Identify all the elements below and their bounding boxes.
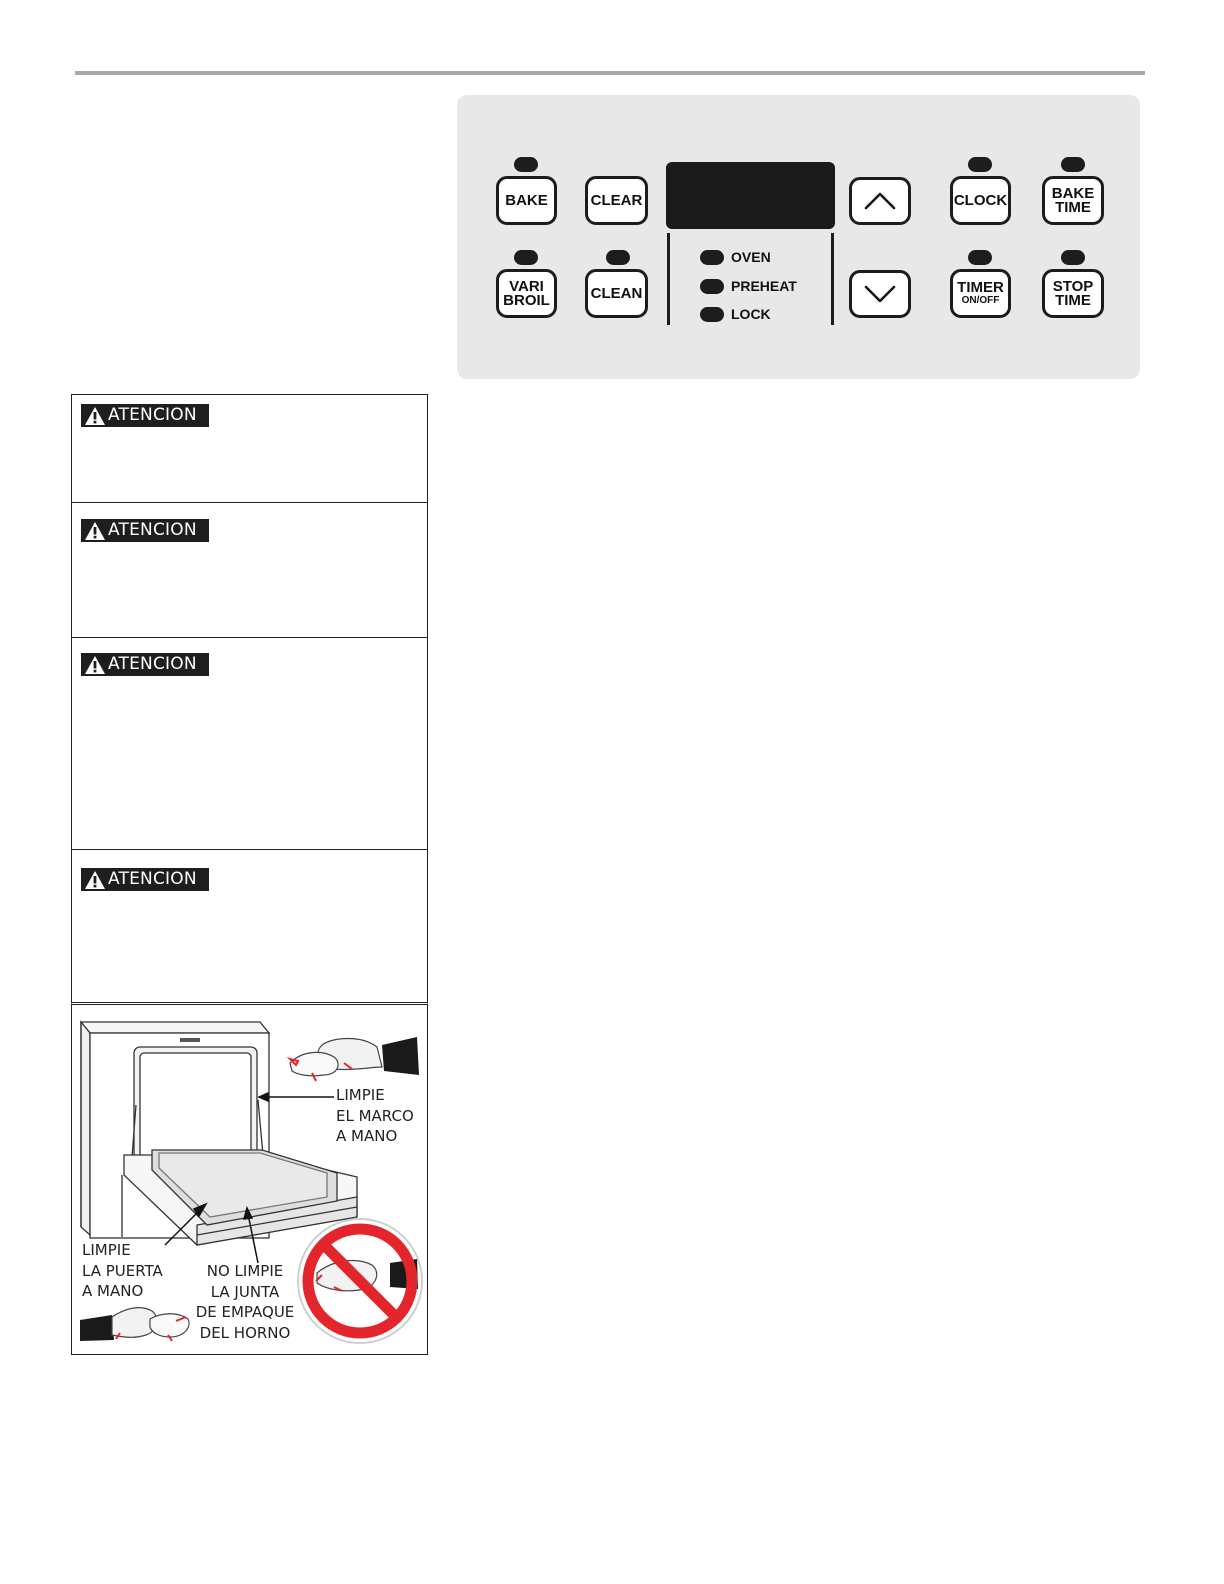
clean-indicator-led [606, 250, 630, 265]
status-divider-left [667, 233, 670, 325]
stop-label: STOP [1052, 277, 1094, 295]
bake-time-button[interactable] [1042, 176, 1104, 225]
lock-status-led [700, 307, 724, 322]
warning-triangle-icon [84, 655, 106, 675]
warning-triangle-icon [84, 521, 106, 541]
door-label-line: LA PUERTA [82, 1261, 163, 1280]
lock-status-label: LOCK [731, 306, 771, 322]
up-arrow-button[interactable] [849, 177, 911, 225]
warning-title: ATENCION [108, 654, 197, 674]
vari-broil-button[interactable] [496, 269, 557, 318]
door-label-line: A MANO [82, 1282, 144, 1300]
hand-cleaning-door [80, 1308, 189, 1341]
timer-label: TIMER [957, 278, 1004, 296]
stop-time-indicator-led [1061, 250, 1085, 265]
warning-triangle-icon [84, 870, 106, 890]
chevron-down-icon [863, 284, 897, 304]
preheat-status-led [700, 279, 724, 294]
preheat-status-label: PREHEAT [731, 278, 797, 294]
down-arrow-button[interactable] [849, 270, 911, 318]
oven-status-label: OVEN [731, 249, 771, 265]
frame-label-line: A MANO [336, 1127, 398, 1145]
gasket-label-line: NO LIMPIE [206, 1262, 284, 1280]
warning-badge [81, 653, 209, 676]
gasket-label-line: DE EMPAQUE [195, 1303, 295, 1321]
warning-box-4 [71, 849, 428, 1002]
timer-on-off-label: ON/OFF [961, 294, 1000, 306]
gasket-label-line: DEL HORNO [199, 1323, 291, 1342]
timer-on-off-button[interactable] [950, 269, 1011, 318]
stop-time-button[interactable] [1042, 269, 1104, 318]
status-divider-right [831, 233, 834, 325]
clock-button[interactable] [950, 176, 1011, 225]
bake-label: BAKE [505, 191, 548, 209]
gasket-label-line: LA JUNTA [210, 1282, 280, 1301]
warning-box-1 [71, 394, 428, 502]
frame-label [336, 1085, 414, 1147]
bake-time-label-top: BAKE [1051, 184, 1095, 202]
broil-label: BROIL [503, 291, 550, 309]
clean-label: CLEAN [590, 284, 643, 302]
clock-indicator-led [968, 157, 992, 172]
hand-cleaning-frame [290, 1037, 419, 1081]
prohibited-sign-icon [298, 1219, 422, 1343]
timer-indicator-led [968, 250, 992, 265]
warning-box-2 [71, 502, 428, 637]
bake-time-indicator-led [1061, 157, 1085, 172]
frame-label-line: EL MARCO [336, 1106, 414, 1125]
clear-button[interactable] [585, 176, 648, 225]
warning-box-3 [71, 637, 428, 849]
warning-title: ATENCION [108, 520, 197, 540]
oven-control-panel [457, 95, 1140, 379]
bake-time-label-bottom: TIME [1055, 198, 1091, 216]
clear-label: CLEAR [590, 191, 643, 209]
gasket-label [192, 1261, 298, 1343]
digital-display [666, 162, 835, 229]
warning-title: ATENCION [108, 405, 197, 425]
vari-broil-indicator-led [514, 250, 538, 265]
frame-label-line: LIMPIE [336, 1086, 385, 1104]
door-label [82, 1240, 163, 1302]
chevron-up-icon [863, 191, 897, 211]
warning-badge [81, 404, 209, 427]
door-label-line: LIMPIE [82, 1241, 131, 1259]
bake-indicator-led [514, 157, 538, 172]
stop-time-label: TIME [1055, 291, 1091, 309]
vari-label: VARI [509, 277, 544, 295]
warning-triangle-icon [84, 406, 106, 426]
top-rule [75, 71, 1145, 75]
clock-label: CLOCK [953, 191, 1008, 209]
warning-title: ATENCION [108, 869, 197, 889]
warning-badge [81, 868, 209, 891]
oven-status-led [700, 250, 724, 265]
oven-cleaning-illustration [71, 1002, 428, 1355]
warning-badge [81, 519, 209, 542]
clean-button[interactable] [585, 269, 648, 318]
bake-button[interactable] [496, 176, 557, 225]
